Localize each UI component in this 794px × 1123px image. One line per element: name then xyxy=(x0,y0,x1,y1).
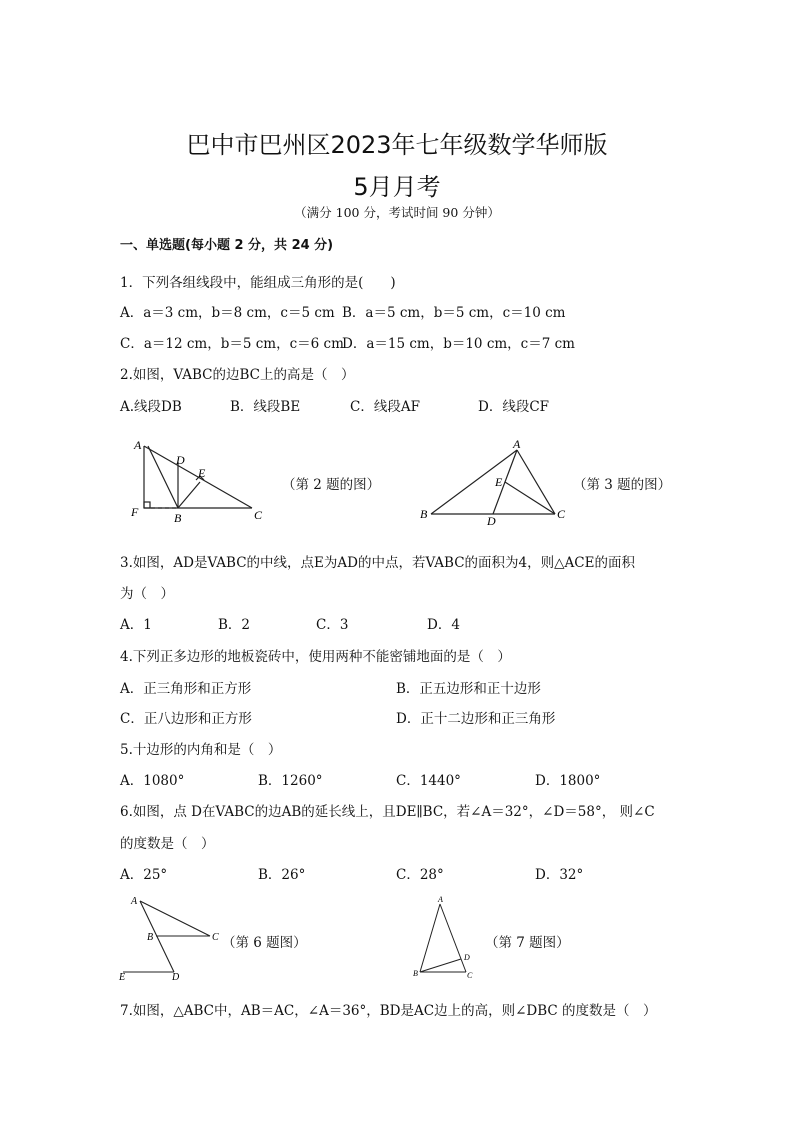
page-title-line2: 5月月考 xyxy=(353,173,441,201)
question-7-stem: 7.如图，△ABC中，AB＝AC，∠A＝36°，BD是AC边上的高，则∠DBC 的度数是（ ） xyxy=(120,1003,657,1019)
question-4-stem: 4.下列正多边形的地板瓷砖中，使用两种不能密铺地面的是（ ） xyxy=(120,649,511,665)
q4-option-c: C．正八边形和正方形 xyxy=(120,711,252,727)
fig3-label-b: B xyxy=(420,507,428,521)
q3-option-b: B．2 xyxy=(218,617,251,633)
fig2-label-e: E xyxy=(198,466,206,480)
fig3-label-d: D xyxy=(487,514,496,528)
fig6-label-a: A xyxy=(131,896,138,907)
q4-option-a: A．正三角形和正方形 xyxy=(120,681,252,697)
q6-option-a: A．25° xyxy=(120,867,168,883)
fig3-label-a: A xyxy=(513,437,521,451)
question-2-stem: 2.如图，VABC的边BC上的高是（ ） xyxy=(120,367,355,383)
figure-6-diagram xyxy=(115,892,227,984)
q3-option-c: C．3 xyxy=(316,617,349,633)
question-6-stem-cont: 的度数是（ ） xyxy=(120,836,215,852)
figure-3-caption: （第 3 题的图） xyxy=(573,477,672,493)
fig6-label-b: B xyxy=(147,932,154,943)
q3-option-a: A．1 xyxy=(120,617,152,633)
fig3-label-c: C xyxy=(557,507,566,521)
question-3-stem-cont: 为（ ） xyxy=(120,586,174,602)
fig6-label-d: D xyxy=(172,972,180,983)
fig7-label-c: C xyxy=(467,971,473,980)
exam-info: （满分 100 分，考试时间 90 分钟） xyxy=(294,205,500,220)
figure-2-diagram xyxy=(128,436,268,528)
figure-7-diagram xyxy=(410,892,480,984)
fig2-label-d: D xyxy=(176,453,185,467)
question-5-stem: 5.十边形的内角和是（ ） xyxy=(120,742,282,758)
q5-option-a: A．1080° xyxy=(120,773,185,789)
question-6-stem: 6.如图，点 D在VABC的边AB的延长线上，且DE∥BC，若∠A＝32°，∠D＝58°， 则∠C xyxy=(120,804,655,820)
q6-option-c: C．28° xyxy=(396,867,444,883)
q2-option-b: B．线段BE xyxy=(230,399,301,415)
q3-option-d: D．4 xyxy=(427,617,460,633)
fig2-label-f: F xyxy=(131,505,139,519)
q1-option-d: D．a＝15 cm，b＝10 cm，c＝7 cm xyxy=(342,336,575,352)
fig7-label-b: B xyxy=(413,969,418,978)
figure-7-caption: （第 7 题图） xyxy=(485,935,570,951)
q5-option-b: B．1260° xyxy=(258,773,323,789)
fig2-label-b: B xyxy=(174,511,182,525)
fig7-label-a: A xyxy=(438,895,443,904)
section-heading: 一、单选题(每小题 2 分，共 24 分) xyxy=(120,238,334,253)
q4-option-b: B．正五边形和正十边形 xyxy=(396,681,541,697)
figure-3-diagram xyxy=(415,436,570,528)
q2-option-c: C．线段AF xyxy=(350,399,420,415)
question-3-stem: 3.如图，AD是VABC的中线，点E为AD的中点，若VABC的面积为4，则△ACE的面积 xyxy=(120,555,635,571)
figure-6-caption: （第 6 题图） xyxy=(222,935,307,951)
fig7-label-d: D xyxy=(464,953,470,962)
q1-option-b: B．a＝5 cm，b＝5 cm，c＝10 cm xyxy=(342,305,566,321)
q1-option-a: A．a＝3 cm，b＝8 cm，c＝5 cm xyxy=(120,305,335,321)
q4-option-d: D．正十二边形和正三角形 xyxy=(396,711,556,727)
fig6-label-c: C xyxy=(212,932,219,943)
page-title: 巴中市巴州区2023年七年级数学华师版 xyxy=(186,131,608,159)
fig3-label-e: E xyxy=(495,475,503,489)
q6-option-d: D．32° xyxy=(535,867,584,883)
fig2-label-a: A xyxy=(134,438,142,452)
q6-option-b: B．26° xyxy=(258,867,306,883)
figure-2-caption: （第 2 题的图） xyxy=(282,477,381,493)
q2-option-a: A.线段DB xyxy=(120,399,182,415)
q5-option-c: C．1440° xyxy=(396,773,461,789)
q2-option-d: D．线段CF xyxy=(478,399,550,415)
fig2-label-c: C xyxy=(254,508,263,522)
fig6-label-e: E xyxy=(119,972,126,983)
q5-option-d: D．1800° xyxy=(535,773,601,789)
question-1-stem: 1．下列各组线段中，能组成三角形的是( ) xyxy=(120,275,396,291)
q1-option-c: C．a＝12 cm，b＝5 cm，c＝6 cm xyxy=(120,336,344,352)
